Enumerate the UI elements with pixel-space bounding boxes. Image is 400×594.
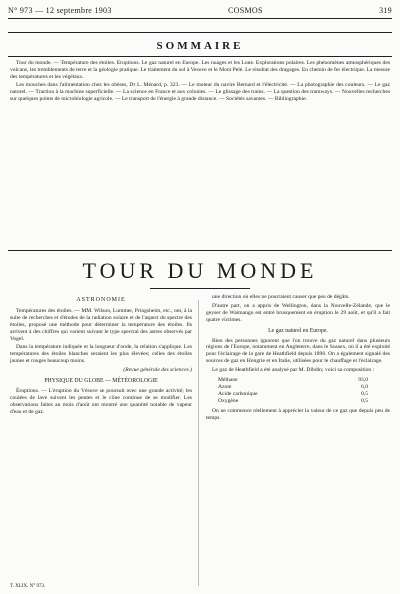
- right-column: [206, 294, 390, 590]
- article-paragraph: D'autre part, on a appris de Wellington, dans la Nouvelle-Zélande, que le geyser de Waimangu est entré brusquement en éruption le 29 août, et qu'il a fait quatre victimes.: [206, 302, 390, 323]
- sommaire-title: SOMMAIRE: [156, 40, 244, 52]
- article-paragraph: Bien des personnes ignorent que l'on trouve du gaz naturel dans plusieurs régions de l'Europe, notamment en Angleterre, dans le Sussex, où il a été exploité pour l'éclairage de la gare de Heathfield depuis 1896. On a également signalé des sources de gaz en Hongrie et en Italie, utilisées pour le chauffage et l'éclairage.: [206, 337, 390, 365]
- table-value: 0,5: [361, 390, 368, 397]
- signature-mark: T. XLIX. N° 973.: [10, 584, 46, 589]
- heading-gaz-naturel: Le gaz naturel en Europe.: [268, 327, 328, 334]
- table-row: [218, 377, 368, 384]
- table-value: 6,0: [361, 383, 368, 390]
- table-value: 93,0: [358, 377, 368, 384]
- article-paragraph: Éruptions. — L'éruption du Vésuve se poursuit avec une grande activité; les coulées de lave suivent les pentes et le cône continue de se modifier. Les observations faites au mois d'août ont montré une quantité notable de vapeur d'eau et de gaz.: [10, 387, 192, 415]
- sommaire-title-rule: [8, 56, 392, 57]
- sommaire-paragraph: Les mouches dans l'alimentation chez les obèses, Dr L. Ménard, p. 323. — Le moteur du navire Bernard et l'électricité. — La photographie des couleurs. — Le gaz naturel. — Traction à la machine superficielle. — La science en France et aux colonies. — Le glissage des trains. — La question des tramways. — Nouvelles recherches sur quelques points de microbiologie agricole. — Le transport de l'énergie à grande distance. — Sociétés savantes. — Bibliographie.: [10, 81, 390, 102]
- section-title-underline: [150, 288, 250, 289]
- article-paragraph: Dans la température indiquée et la longueur d'onde, la relation s'applique. Les températures des étoiles blanches seraient les plus élevées; celles des étoiles jaunes et rouges beaucoup moins.: [10, 344, 192, 365]
- section-rule: [8, 250, 392, 251]
- article-paragraph: une direction où elles ne pourraient causer que peu de dégâts.: [212, 294, 350, 300]
- source-reference: (Revue générale des sciences.): [123, 367, 192, 374]
- sommaire-body: [10, 60, 390, 270]
- table-label: Azote: [218, 383, 232, 390]
- sommaire-top-rule: [8, 32, 392, 33]
- column-divider: [198, 300, 199, 586]
- header-rule: [8, 18, 392, 19]
- heading-physique: PHYSIQUE DU GLOBE — MÉTÉOROLOGIE: [44, 378, 158, 385]
- article-paragraph: Le gaz de Heathfield a été analysé par M. Dibdin; voici sa composition :: [212, 367, 375, 374]
- table-label: Méthane: [218, 377, 238, 384]
- issue-date: N° 973 — 12 septembre 1903: [8, 6, 112, 15]
- table-value: 0,5: [361, 397, 368, 404]
- page-number: 319: [379, 6, 392, 15]
- gas-composition-table: [218, 377, 368, 405]
- article-paragraph: Températures des étoiles. — MM. Wilson, Lummer, Pringsheim, etc., ont, à la suite de recherches et d'études de la radiation solaire et de l'aspect du spectre des étoiles, proposé une méthode pour déterminer la température des étoiles. Ils arrivent à des chiffres qui varient suivant le type spectral des astres observés par Vogel.: [10, 307, 192, 342]
- running-head: [8, 5, 392, 16]
- heading-astronomie: ASTRONOMIE: [76, 297, 126, 303]
- left-column: [10, 294, 192, 590]
- sommaire-paragraph: Tour du monde. — Température des étoiles. Éruptions. Le gaz naturel en Europe. Les nuages et les Lune. Explorations polaires. Les phénomènes atmosphériques des volcans, les tremblements de terre et la géologie pratique. Le traitement du sol à Vesuve et le Mont Pelé. Le résultat des dragages. En chemin de fer électrique. La mesure des températures et les végétaux.: [10, 60, 390, 80]
- journal-name: COSMOS: [228, 6, 263, 15]
- table-label: Acide carbonique: [218, 390, 258, 397]
- table-label: Oxygène: [218, 397, 239, 404]
- section-title: TOUR DU MONDE: [82, 258, 318, 283]
- table-row: [218, 398, 368, 405]
- table-row: [218, 391, 368, 398]
- article-paragraph: On ne commence réellement à apprécier la valeur de ce gaz que depuis peu de temps.: [206, 407, 390, 421]
- table-row: [218, 384, 368, 391]
